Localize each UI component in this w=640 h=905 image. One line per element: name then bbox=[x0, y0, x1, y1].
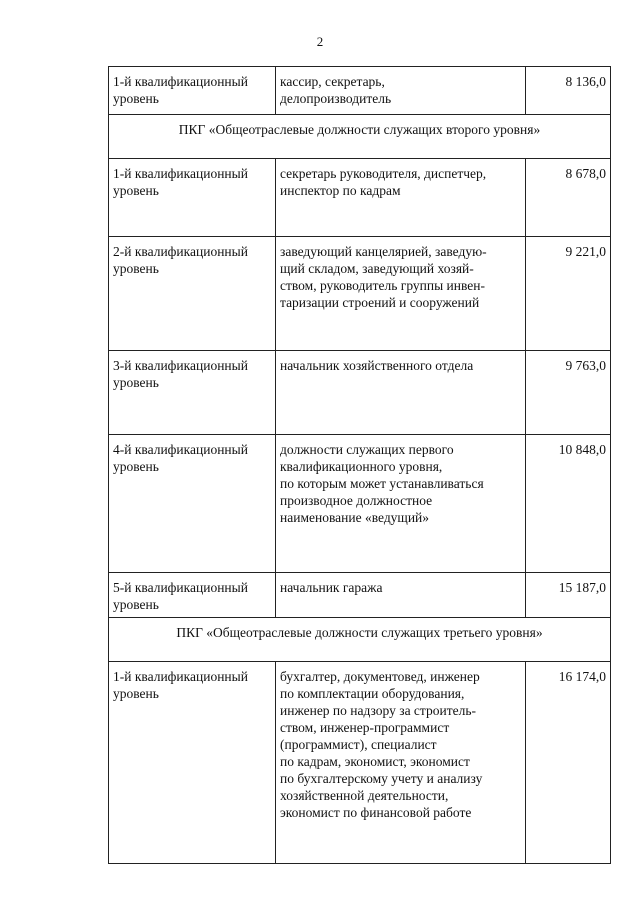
group-header-row bbox=[109, 115, 611, 159]
positions-cell: заведующий канцелярией, заведую- щий складом, заведующий хозяй- ством, руководитель группы инвен- таризации строений и сооружений bbox=[276, 237, 526, 351]
table-row bbox=[109, 435, 611, 573]
salary-cell: 8 678,0 bbox=[526, 159, 611, 237]
salary-cell: 8 136,0 bbox=[526, 67, 611, 115]
page-number: 2 bbox=[316, 34, 324, 49]
positions-cell: бухгалтер, документовед, инженер по комплектации оборудования, инженер по надзору за строитель- ством, инженер-программист (программист), специалист по кадрам, экономист, экономист по бухгалтерскому учету и анализу хозяйственной деятельности, экономист по финансовой работе bbox=[276, 662, 526, 864]
qualification-level-cell: 1-й квалификационный уровень bbox=[109, 662, 276, 864]
positions-cell: должности служащих первого квалификационного уровня, по которым может устанавливаться производное должностное наименование «ведущий» bbox=[276, 435, 526, 573]
table-row bbox=[109, 67, 611, 115]
group-header-row bbox=[109, 618, 611, 662]
qualification-level-cell: 1-й квалификационный уровень bbox=[109, 159, 276, 237]
table-row bbox=[109, 573, 611, 618]
salary-table bbox=[108, 66, 611, 864]
salary-cell: 15 187,0 bbox=[526, 573, 611, 618]
salary-cell: 9 221,0 bbox=[526, 237, 611, 351]
positions-cell: начальник гаража bbox=[276, 573, 526, 618]
table-row bbox=[109, 351, 611, 435]
qualification-level-cell: 4-й квалификационный уровень bbox=[109, 435, 276, 573]
positions-cell: кассир, секретарь, делопроизводитель bbox=[276, 67, 526, 115]
salary-cell: 9 763,0 bbox=[526, 351, 611, 435]
salary-cell: 10 848,0 bbox=[526, 435, 611, 573]
group-title: ПКГ «Общеотраслевые должности служащих третьего уровня» bbox=[109, 618, 611, 662]
positions-cell: начальник хозяйственного отдела bbox=[276, 351, 526, 435]
qualification-level-cell: 1-й квалификационный уровень bbox=[109, 67, 276, 115]
salary-table-body bbox=[109, 67, 611, 864]
salary-cell: 16 174,0 bbox=[526, 662, 611, 864]
table-row bbox=[109, 159, 611, 237]
group-title: ПКГ «Общеотраслевые должности служащих второго уровня» bbox=[109, 115, 611, 159]
qualification-level-cell: 3-й квалификационный уровень bbox=[109, 351, 276, 435]
positions-cell: секретарь руководителя, диспетчер, инспектор по кадрам bbox=[276, 159, 526, 237]
table-row bbox=[109, 662, 611, 864]
qualification-level-cell: 5-й квалификационный уровень bbox=[109, 573, 276, 618]
table-row bbox=[109, 237, 611, 351]
qualification-level-cell: 2-й квалификационный уровень bbox=[109, 237, 276, 351]
